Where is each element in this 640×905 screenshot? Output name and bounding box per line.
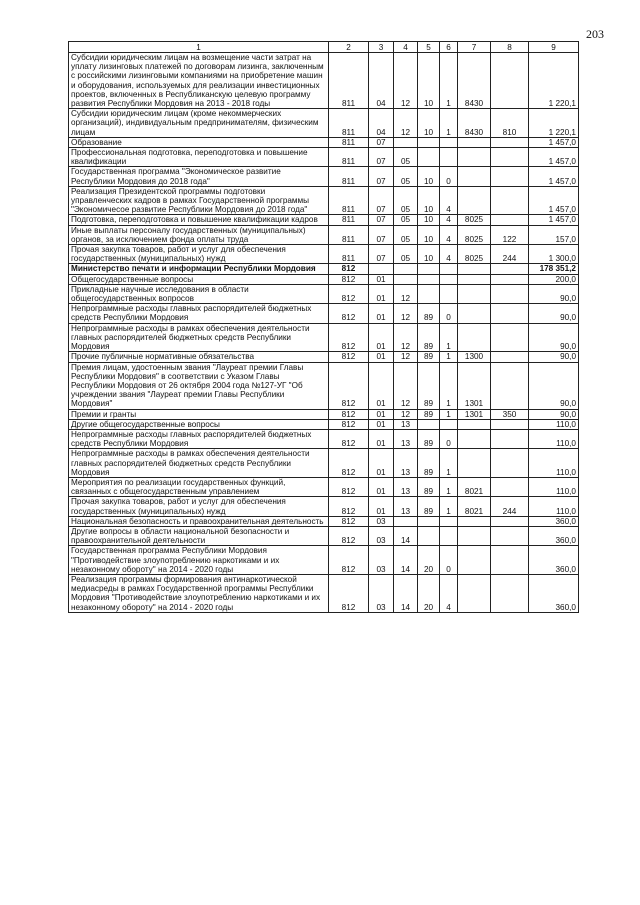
section-code-cell: 01 (369, 362, 394, 409)
admin-code-cell: 811 (329, 137, 369, 147)
admin-code-cell: 812 (329, 304, 369, 323)
section-code-cell: 01 (369, 449, 394, 478)
amount-cell: 360,0 (529, 526, 579, 545)
section-code-cell: 07 (369, 225, 394, 244)
program-code-cell (418, 419, 440, 429)
column-header: 1 (69, 42, 329, 53)
column-header: 7 (458, 42, 491, 53)
row-name-cell: Непрограммные расходы главных распорядителей бюджетных средств Республики Мордовия (69, 304, 329, 323)
expense-type-cell (491, 526, 529, 545)
section-code-cell (369, 264, 394, 274)
admin-code-cell: 811 (329, 186, 369, 215)
amount-cell: 90,0 (529, 409, 579, 419)
admin-code-cell: 811 (329, 109, 369, 138)
program-code-cell (418, 274, 440, 284)
section-code-cell: 07 (369, 186, 394, 215)
amount-cell: 1 457,0 (529, 215, 579, 225)
table-row (69, 304, 579, 323)
target-article-cell (458, 419, 491, 429)
subsection-code-cell: 12 (394, 284, 418, 303)
subprogram-code-cell: 4 (440, 245, 458, 264)
section-code-cell: 04 (369, 109, 394, 138)
row-name-cell: Непрограммные расходы в рамках обеспечения деятельности главных распорядителей бюджетных средств Республики Мордовия (69, 323, 329, 352)
target-article-cell (458, 429, 491, 448)
amount-cell: 360,0 (529, 546, 579, 575)
amount-cell: 1 457,0 (529, 148, 579, 167)
row-name-cell: Другие вопросы в области национальной безопасности и правоохранительной деятельности (69, 526, 329, 545)
amount-cell: 1 457,0 (529, 186, 579, 215)
subprogram-code-cell (440, 284, 458, 303)
subprogram-code-cell: 1 (440, 497, 458, 516)
admin-code-cell: 811 (329, 215, 369, 225)
target-article-cell (458, 323, 491, 352)
expense-type-cell (491, 352, 529, 362)
target-article-cell (458, 516, 491, 526)
expense-type-cell (491, 274, 529, 284)
program-code-cell: 89 (418, 304, 440, 323)
expense-type-cell (491, 546, 529, 575)
row-name-cell: Прочие публичные нормативные обязательства (69, 352, 329, 362)
section-code-cell: 03 (369, 526, 394, 545)
program-code-cell: 10 (418, 186, 440, 215)
target-article-cell: 1301 (458, 362, 491, 409)
subsection-code-cell: 14 (394, 546, 418, 575)
row-name-cell: Субсидии юридическим лицам на возмещение части затрат на уплату лизинговых платежей по договорам лизинга, заключенным с российскими лизинговыми компаниями на приобретение машин и оборудования, используемых для реализации инвестиционных проектов, включенных в Республиканскую целевую программу развития Республики Мордовия на 2013 - 2018 годы (69, 53, 329, 109)
column-header: 2 (329, 42, 369, 53)
column-header: 9 (529, 42, 579, 53)
program-code-cell: 20 (418, 574, 440, 612)
table-row (69, 546, 579, 575)
expense-type-cell (491, 516, 529, 526)
row-name-cell: Мероприятия по реализации государственных функций, связанных с общегосударственным управлением (69, 477, 329, 496)
target-article-cell (458, 274, 491, 284)
subsection-code-cell: 12 (394, 362, 418, 409)
subprogram-code-cell (440, 516, 458, 526)
section-code-cell: 03 (369, 546, 394, 575)
subprogram-code-cell (440, 419, 458, 429)
table-row (69, 284, 579, 303)
subprogram-code-cell: 4 (440, 574, 458, 612)
program-code-cell: 89 (418, 497, 440, 516)
program-code-cell: 10 (418, 109, 440, 138)
row-name-cell: Профессиональная подготовка, переподготовка и повышение квалификации (69, 148, 329, 167)
program-code-cell (418, 264, 440, 274)
subprogram-code-cell: 0 (440, 546, 458, 575)
admin-code-cell: 812 (329, 362, 369, 409)
row-name-cell: Субсидии юридическим лицам (кроме некоммерческих организаций), индивидуальным предпринимателям, физическим лицам (69, 109, 329, 138)
expense-type-cell: 244 (491, 497, 529, 516)
admin-code-cell: 811 (329, 245, 369, 264)
program-code-cell: 10 (418, 215, 440, 225)
subprogram-code-cell (440, 274, 458, 284)
target-article-cell (458, 546, 491, 575)
subsection-code-cell: 13 (394, 449, 418, 478)
admin-code-cell: 812 (329, 546, 369, 575)
table-row (69, 274, 579, 284)
expense-type-cell (491, 574, 529, 612)
admin-code-cell: 811 (329, 53, 369, 109)
program-code-cell: 89 (418, 323, 440, 352)
target-article-cell (458, 186, 491, 215)
admin-code-cell: 812 (329, 419, 369, 429)
row-name-cell: Национальная безопасность и правоохранительная деятельность (69, 516, 329, 526)
row-name-cell: Прочая закупка товаров, работ и услуг для обеспечения государственных (муниципальных) нужд (69, 245, 329, 264)
table-row (69, 497, 579, 516)
table-body (69, 53, 579, 613)
row-name-cell: Премия лицам, удостоенным звания "Лауреат премии Главы Республики Мордовия" в соответствии с Указом Главы Республики Мордовия от 26 октября 2004 года №127-УГ "Об учреждении звания "Лауреат премии Главы Республики Мордовия" (69, 362, 329, 409)
table-row (69, 574, 579, 612)
amount-cell: 90,0 (529, 304, 579, 323)
program-code-cell: 10 (418, 53, 440, 109)
subsection-code-cell: 12 (394, 409, 418, 419)
admin-code-cell: 811 (329, 148, 369, 167)
section-code-cell: 01 (369, 284, 394, 303)
amount-cell: 1 220,1 (529, 109, 579, 138)
section-code-cell: 01 (369, 419, 394, 429)
amount-cell: 200,0 (529, 274, 579, 284)
target-article-cell: 8021 (458, 477, 491, 496)
table-header-row (69, 42, 579, 53)
amount-cell: 110,0 (529, 477, 579, 496)
subsection-code-cell (394, 274, 418, 284)
row-name-cell: Реализация программы формирования антинаркотической медиасреды в рамках Государственной программы Республики Мордовия "Противодействие злоупотреблению наркотиками и их незаконному обороту" на 2014 - 2020 годы (69, 574, 329, 612)
section-code-cell: 01 (369, 352, 394, 362)
admin-code-cell: 812 (329, 574, 369, 612)
subsection-code-cell: 05 (394, 225, 418, 244)
section-code-cell: 03 (369, 574, 394, 612)
subprogram-code-cell: 0 (440, 167, 458, 186)
expense-type-cell: 122 (491, 225, 529, 244)
amount-cell: 360,0 (529, 574, 579, 612)
table-row (69, 109, 579, 138)
subsection-code-cell (394, 516, 418, 526)
subsection-code-cell: 05 (394, 186, 418, 215)
subsection-code-cell: 14 (394, 574, 418, 612)
table-row (69, 148, 579, 167)
amount-cell: 1 457,0 (529, 137, 579, 147)
subsection-code-cell: 12 (394, 352, 418, 362)
subprogram-code-cell: 1 (440, 352, 458, 362)
target-article-cell (458, 526, 491, 545)
amount-cell: 1 300,0 (529, 245, 579, 264)
subsection-code-cell: 13 (394, 419, 418, 429)
target-article-cell (458, 449, 491, 478)
table-row (69, 167, 579, 186)
subprogram-code-cell: 0 (440, 304, 458, 323)
subsection-code-cell: 12 (394, 109, 418, 138)
subsection-code-cell: 05 (394, 167, 418, 186)
expense-type-cell (491, 186, 529, 215)
row-name-cell: Общегосударственные вопросы (69, 274, 329, 284)
table-row (69, 477, 579, 496)
target-article-cell: 1300 (458, 352, 491, 362)
expense-type-cell: 350 (491, 409, 529, 419)
row-name-cell: Иные выплаты персоналу государственных (муниципальных) органов, за исключением фонда оплаты труда (69, 225, 329, 244)
amount-cell: 90,0 (529, 323, 579, 352)
section-code-cell: 07 (369, 215, 394, 225)
table-row (69, 225, 579, 244)
table-row (69, 362, 579, 409)
subprogram-code-cell: 1 (440, 362, 458, 409)
admin-code-cell: 812 (329, 497, 369, 516)
subprogram-code-cell: 4 (440, 225, 458, 244)
amount-cell: 110,0 (529, 449, 579, 478)
subsection-code-cell: 05 (394, 215, 418, 225)
amount-cell: 1 220,1 (529, 53, 579, 109)
amount-cell: 110,0 (529, 419, 579, 429)
subprogram-code-cell: 1 (440, 53, 458, 109)
program-code-cell: 10 (418, 245, 440, 264)
section-code-cell: 01 (369, 274, 394, 284)
table-row (69, 323, 579, 352)
section-code-cell: 03 (369, 516, 394, 526)
row-name-cell: Премии и гранты (69, 409, 329, 419)
subsection-code-cell: 13 (394, 497, 418, 516)
expense-type-cell (491, 477, 529, 496)
section-code-cell: 01 (369, 497, 394, 516)
section-code-cell: 07 (369, 167, 394, 186)
program-code-cell: 89 (418, 352, 440, 362)
column-header: 8 (491, 42, 529, 53)
subprogram-code-cell (440, 526, 458, 545)
admin-code-cell: 812 (329, 526, 369, 545)
admin-code-cell: 812 (329, 429, 369, 448)
admin-code-cell: 812 (329, 477, 369, 496)
row-name-cell: Министерство печати и информации Республики Мордовия (69, 264, 329, 274)
expense-type-cell: 244 (491, 245, 529, 264)
admin-code-cell: 812 (329, 409, 369, 419)
subsection-code-cell: 13 (394, 477, 418, 496)
section-code-cell: 07 (369, 137, 394, 147)
subsection-code-cell (394, 264, 418, 274)
section-code-cell: 01 (369, 304, 394, 323)
amount-cell: 178 351,2 (529, 264, 579, 274)
subsection-code-cell (394, 137, 418, 147)
subprogram-code-cell: 4 (440, 215, 458, 225)
expense-type-cell (491, 167, 529, 186)
column-header: 6 (440, 42, 458, 53)
amount-cell: 360,0 (529, 516, 579, 526)
expense-type-cell (491, 362, 529, 409)
expense-type-cell (491, 429, 529, 448)
row-name-cell: Непрограммные расходы в рамках обеспечения деятельности главных распорядителей бюджетных средств Республики Мордовия (69, 449, 329, 478)
section-code-cell: 07 (369, 245, 394, 264)
program-code-cell: 10 (418, 167, 440, 186)
expense-type-cell (491, 449, 529, 478)
expense-type-cell (491, 304, 529, 323)
table-row (69, 53, 579, 109)
admin-code-cell: 812 (329, 352, 369, 362)
row-name-cell: Реализация Президентской программы подготовки управленческих кадров в рамках Государственной программы "Экономичесое развитие Республики Мордовия до 2018 года" (69, 186, 329, 215)
target-article-cell (458, 167, 491, 186)
expense-type-cell (491, 215, 529, 225)
table-row (69, 264, 579, 274)
program-code-cell (418, 137, 440, 147)
table-row (69, 516, 579, 526)
program-code-cell (418, 526, 440, 545)
amount-cell: 90,0 (529, 284, 579, 303)
subprogram-code-cell: 0 (440, 429, 458, 448)
admin-code-cell: 812 (329, 284, 369, 303)
subprogram-code-cell: 1 (440, 449, 458, 478)
expense-type-cell (491, 264, 529, 274)
admin-code-cell: 811 (329, 167, 369, 186)
target-article-cell: 8025 (458, 225, 491, 244)
subprogram-code-cell: 1 (440, 109, 458, 138)
subsection-code-cell: 14 (394, 526, 418, 545)
subprogram-code-cell (440, 148, 458, 167)
program-code-cell: 20 (418, 546, 440, 575)
admin-code-cell: 812 (329, 449, 369, 478)
page-number: 203 (586, 27, 604, 41)
subprogram-code-cell (440, 137, 458, 147)
amount-cell: 110,0 (529, 429, 579, 448)
subprogram-code-cell: 4 (440, 186, 458, 215)
expense-type-cell (491, 137, 529, 147)
admin-code-cell: 812 (329, 323, 369, 352)
budget-table (68, 41, 579, 613)
program-code-cell: 10 (418, 225, 440, 244)
program-code-cell: 89 (418, 409, 440, 419)
amount-cell: 1 457,0 (529, 167, 579, 186)
subsection-code-cell: 05 (394, 148, 418, 167)
target-article-cell (458, 264, 491, 274)
target-article-cell: 1301 (458, 409, 491, 419)
column-header: 3 (369, 42, 394, 53)
table-row (69, 449, 579, 478)
target-article-cell (458, 304, 491, 323)
row-name-cell: Образование (69, 137, 329, 147)
row-name-cell: Непрограммные расходы главных распорядителей бюджетных средств Республики Мордовия (69, 429, 329, 448)
row-name-cell: Другие общегосударственные вопросы (69, 419, 329, 429)
section-code-cell: 07 (369, 148, 394, 167)
target-article-cell (458, 574, 491, 612)
program-code-cell (418, 148, 440, 167)
program-code-cell (418, 516, 440, 526)
expense-type-cell: 810 (491, 109, 529, 138)
expense-type-cell (491, 323, 529, 352)
target-article-cell: 8430 (458, 53, 491, 109)
subsection-code-cell: 05 (394, 245, 418, 264)
table-row (69, 429, 579, 448)
table-row (69, 409, 579, 419)
table-row (69, 137, 579, 147)
column-header: 4 (394, 42, 418, 53)
expense-type-cell (491, 284, 529, 303)
subprogram-code-cell: 1 (440, 409, 458, 419)
table-row (69, 245, 579, 264)
admin-code-cell: 812 (329, 274, 369, 284)
section-code-cell: 01 (369, 409, 394, 419)
program-code-cell (418, 284, 440, 303)
amount-cell: 90,0 (529, 352, 579, 362)
admin-code-cell: 812 (329, 516, 369, 526)
table-row (69, 186, 579, 215)
section-code-cell: 01 (369, 477, 394, 496)
table-row (69, 526, 579, 545)
row-name-cell: Государственная программа Республики Мордовия "Противодействие злоупотреблению наркотиками и их незаконному обороту" на 2014 - 2020 годы (69, 546, 329, 575)
subsection-code-cell: 12 (394, 304, 418, 323)
subsection-code-cell: 12 (394, 323, 418, 352)
program-code-cell: 89 (418, 362, 440, 409)
expense-type-cell (491, 419, 529, 429)
target-article-cell (458, 137, 491, 147)
column-header: 5 (418, 42, 440, 53)
subprogram-code-cell: 1 (440, 477, 458, 496)
row-name-cell: Прочая закупка товаров, работ и услуг для обеспечения государственных (муниципальных) нужд (69, 497, 329, 516)
subprogram-code-cell (440, 264, 458, 274)
subsection-code-cell: 12 (394, 53, 418, 109)
expense-type-cell (491, 148, 529, 167)
subprogram-code-cell: 1 (440, 323, 458, 352)
row-name-cell: Государственная программа "Экономическое развитие Республики Мордовия до 2018 года" (69, 167, 329, 186)
program-code-cell: 89 (418, 429, 440, 448)
target-article-cell: 8025 (458, 245, 491, 264)
program-code-cell: 89 (418, 477, 440, 496)
target-article-cell: 8025 (458, 215, 491, 225)
section-code-cell: 01 (369, 323, 394, 352)
subsection-code-cell: 13 (394, 429, 418, 448)
section-code-cell: 01 (369, 429, 394, 448)
admin-code-cell: 812 (329, 264, 369, 274)
target-article-cell (458, 284, 491, 303)
admin-code-cell: 811 (329, 225, 369, 244)
row-name-cell: Подготовка, переподготовка и повышение квалификации кадров (69, 215, 329, 225)
table-row (69, 215, 579, 225)
program-code-cell: 89 (418, 449, 440, 478)
target-article-cell (458, 148, 491, 167)
amount-cell: 110,0 (529, 497, 579, 516)
amount-cell: 90,0 (529, 362, 579, 409)
table-row (69, 352, 579, 362)
table-row (69, 419, 579, 429)
expense-type-cell (491, 53, 529, 109)
section-code-cell: 04 (369, 53, 394, 109)
target-article-cell: 8021 (458, 497, 491, 516)
amount-cell: 157,0 (529, 225, 579, 244)
target-article-cell: 8430 (458, 109, 491, 138)
row-name-cell: Прикладные научные исследования в области общегосударственных вопросов (69, 284, 329, 303)
